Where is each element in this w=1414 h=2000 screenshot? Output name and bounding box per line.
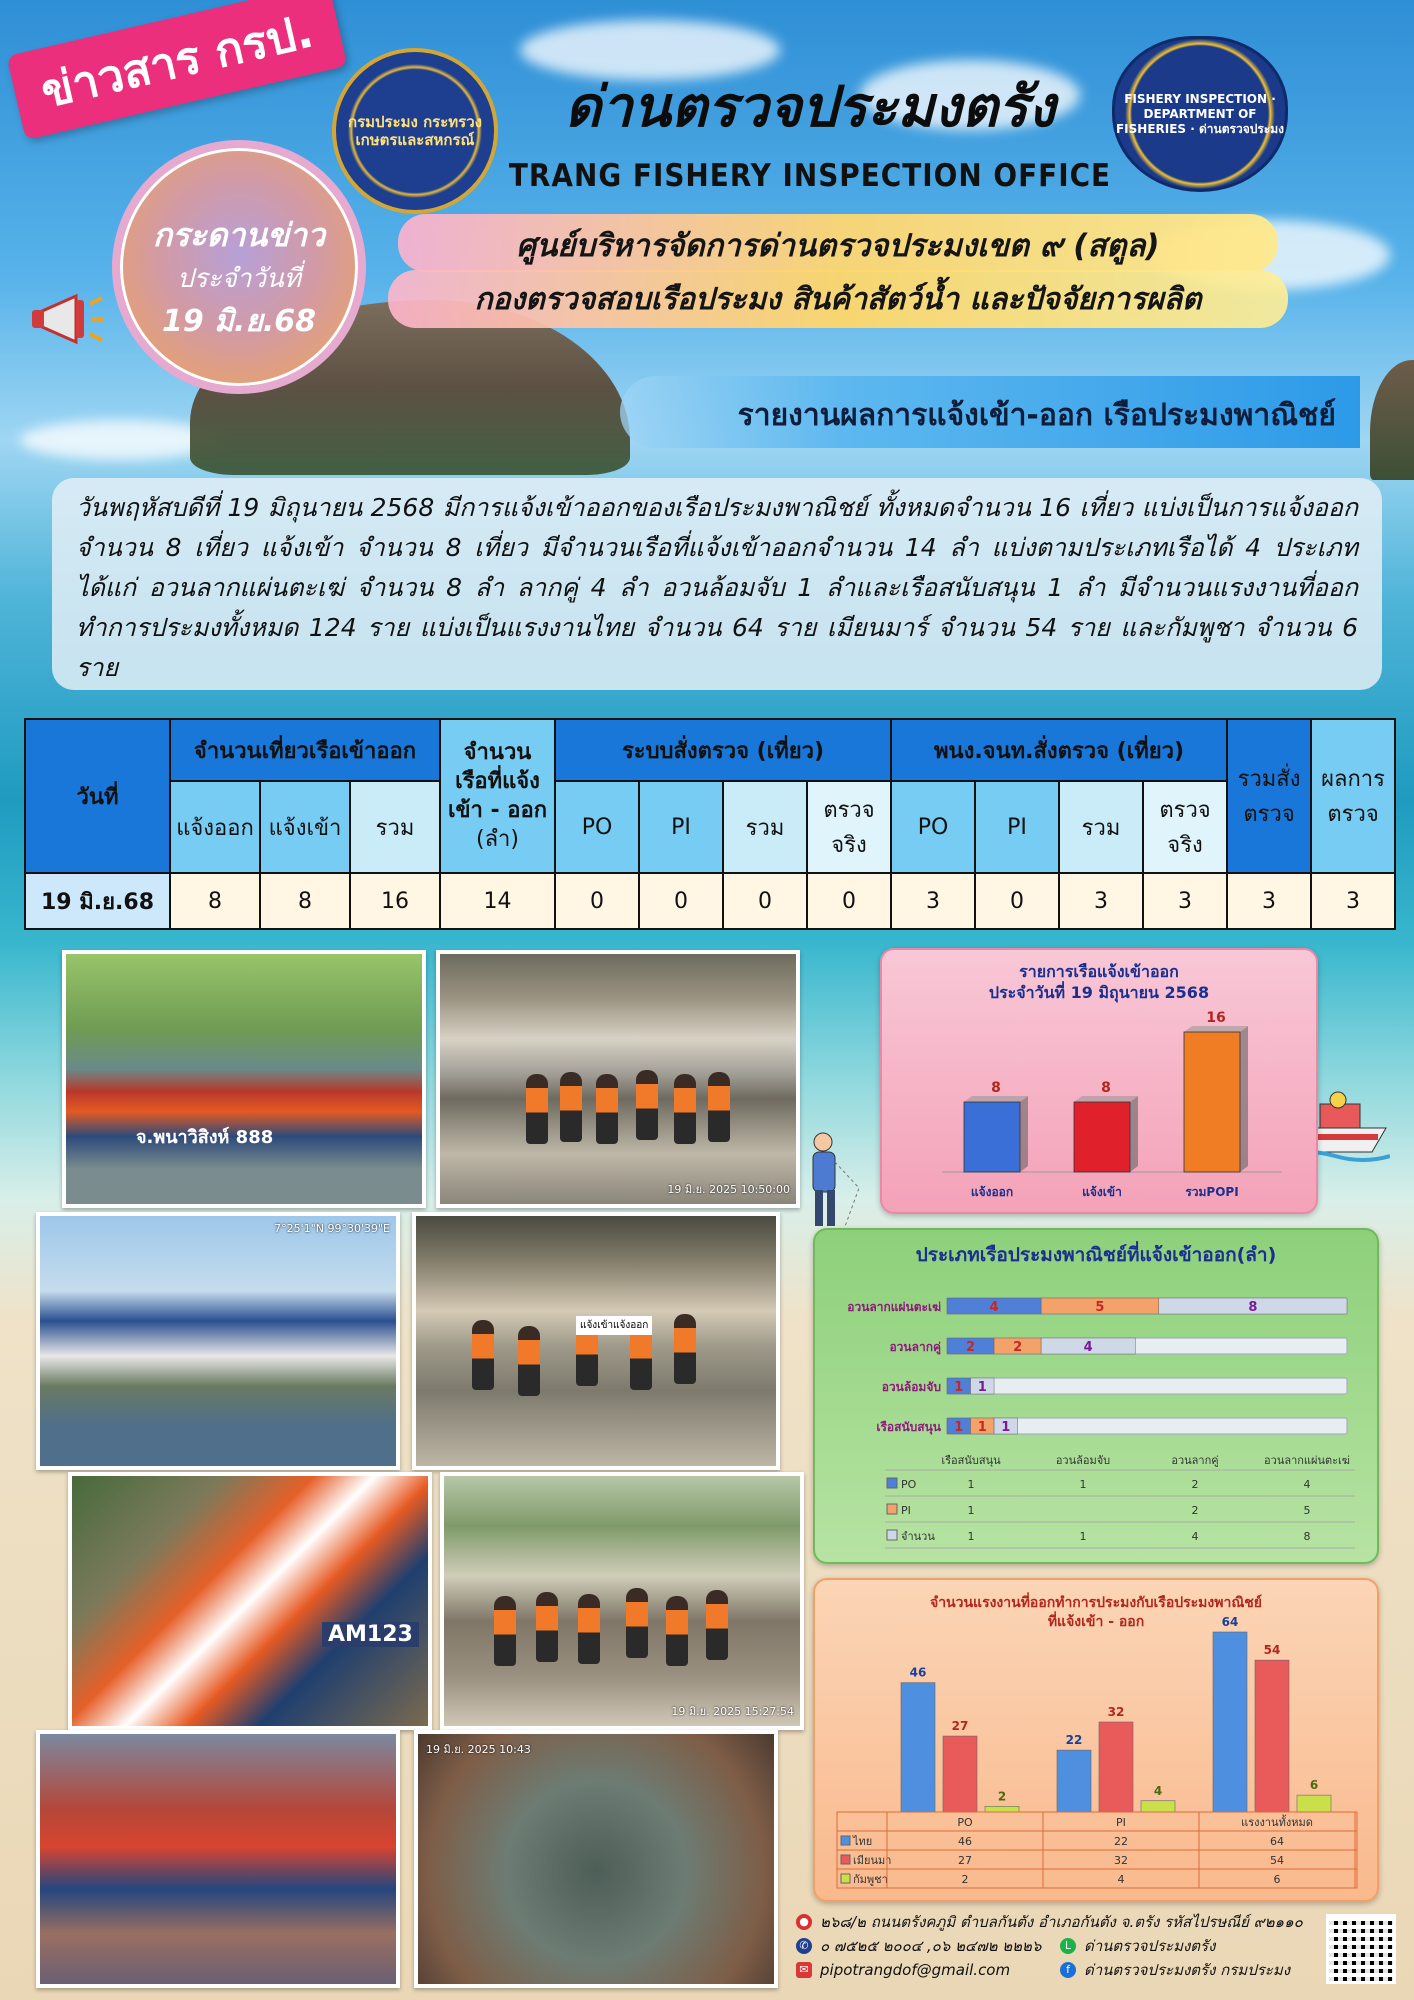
table-header: PO: [957, 1816, 973, 1829]
contact-footer: [796, 1910, 1316, 1982]
boat-name: AM123: [322, 1622, 419, 1647]
category-label: เรือสนับสนุน: [876, 1420, 941, 1434]
header-total-order: รวมสั่ง ตรวจ: [1227, 719, 1311, 873]
photo-crew-inspection: [436, 950, 800, 1208]
photo-fishing-boat: [62, 950, 426, 1208]
chart3-title: จำนวนแรงงานที่ออกทำการประมงกับเรือประมงพาณิชย์: [929, 1595, 1263, 1611]
bar-top: [964, 1096, 1028, 1102]
bar-value-label: 1: [1001, 1420, 1011, 1435]
facebook-icon: f: [1060, 1962, 1076, 1978]
header-trips: จำนวนเที่ยวเรือเข้าออก: [170, 719, 440, 781]
cell-result: 3: [1311, 873, 1395, 929]
cell-sys-po: 0: [555, 873, 639, 929]
cell-total-order: 3: [1227, 873, 1311, 929]
table-cell: 5: [1303, 1504, 1311, 1517]
table-cell: 4: [1303, 1478, 1311, 1491]
boat-name: จ.พนาวิสิงห์ 888: [136, 1127, 274, 1148]
cell-sys-pi: 0: [639, 873, 723, 929]
table-cell: 54: [1270, 1854, 1284, 1867]
table-header: อวนล้อมจับ: [1055, 1454, 1111, 1467]
table-cell: 1: [967, 1504, 975, 1517]
legend-swatch: [841, 1836, 850, 1845]
photo-timestamp: 19 มิ.ย. 2025 10:43: [426, 1743, 531, 1756]
photo-timestamp: 19 มิ.ย. 2025 10:50:00: [667, 1183, 790, 1196]
photo-gps: 7°25'1"N 99°30'39"E: [274, 1222, 390, 1235]
table-cell: 6: [1273, 1873, 1281, 1886]
category-label: รวมPOPI: [1185, 1185, 1239, 1199]
header-officer-order: พนง.จนท.สั่งตรวจ (เที่ยว): [891, 719, 1227, 781]
inspection-table: [24, 718, 1396, 930]
header-boats: จำนวน เรือที่แจ้ง เข้า - ออก (ลำ): [440, 719, 555, 873]
bar-ไทย: [1213, 1632, 1247, 1812]
table-header: อวนลากแผ่นตะเฆ่: [1264, 1454, 1350, 1467]
bar-value-label: 8: [991, 1080, 1001, 1096]
header-off-po: PO: [891, 781, 975, 873]
legend-label: กัมพูชา: [853, 1873, 888, 1886]
bar-กัมพูชา: [1297, 1795, 1331, 1812]
header-sys-actual: ตรวจ จริง: [807, 781, 891, 873]
table-cell: 2: [961, 1873, 969, 1886]
location-pin-icon: ●: [796, 1914, 812, 1930]
bar-value-label: 4: [989, 1300, 999, 1315]
fisherman-illustration: [803, 1128, 863, 1236]
table-cell: 27: [958, 1854, 972, 1867]
cell-date: 19 มิ.ย.68: [25, 873, 170, 929]
bar-value-label: 8: [1101, 1080, 1111, 1096]
bar-ไทย: [901, 1683, 935, 1812]
table-cell: 1: [1079, 1530, 1087, 1543]
bar-value-label: 8: [1248, 1300, 1258, 1315]
photo-fishing-boat: [68, 1472, 432, 1730]
header-sys-pi: PI: [639, 781, 723, 873]
cell-out: 8: [170, 873, 260, 929]
page-title: ด่านตรวจประมงตรัง: [564, 75, 1056, 140]
bar-value-label: 1: [954, 1380, 964, 1395]
bar-เมียนมา: [943, 1736, 977, 1812]
cell-off-sum: 3: [1059, 873, 1143, 929]
bar-value-label: 27: [951, 1719, 969, 1734]
cell-off-pi: 0: [975, 873, 1059, 929]
legend-label: PI: [901, 1504, 911, 1517]
division-name: กองตรวจสอบเรือประมง สินค้าสัตว์น้ำ และปัจจัยการผลิต: [474, 282, 1202, 317]
bar-value-label: 1: [977, 1380, 987, 1395]
table-cell: 64: [1270, 1835, 1284, 1848]
chart2-title: ประเภทเรือประมงพาณิชย์ที่แจ้งเข้าออก(ลำ): [915, 1244, 1277, 1266]
legend-swatch: [887, 1504, 897, 1514]
bar-side: [1130, 1096, 1138, 1172]
chart1-title: รายการเรือแจ้งเข้าออก: [1019, 962, 1179, 981]
category-label: อวนลากแผ่นตะเฆ่: [847, 1300, 941, 1314]
bar-กัมพูชา: [1141, 1801, 1175, 1812]
bar-เมียนมา: [1099, 1722, 1133, 1812]
summary-box: [52, 478, 1382, 690]
legend-label: จำนวน: [901, 1530, 935, 1543]
category-label: แจ้งออก: [970, 1185, 1014, 1199]
logo-text: FISHERY INSPECTION · DEPARTMENT OF FISHERIES · ด่านตรวจประมง: [1115, 91, 1285, 136]
table-cell: 46: [958, 1835, 972, 1848]
chart3-svg: [815, 1580, 1377, 1900]
bar-top: [1184, 1026, 1248, 1032]
header-sys-po: PO: [555, 781, 639, 873]
table-cell: 2: [1191, 1504, 1199, 1517]
report-title-bar: [620, 376, 1360, 448]
phone-row: ✆ ๐ ๗๕๒๕ ๒๐๐๔ ,๐๖ ๒๔๗๒ ๒๒๒๖ L ด่านตรวจประมงตรัง: [796, 1934, 1316, 1958]
bar-value-label: 2: [1013, 1340, 1023, 1355]
chart-card-labor: [813, 1578, 1379, 1902]
bar-เมียนมา: [1255, 1660, 1289, 1812]
bar-value-label: 32: [1107, 1705, 1125, 1719]
table-cell: 22: [1114, 1835, 1128, 1848]
bar-2: [1184, 1032, 1240, 1172]
cell-boats: 14: [440, 873, 555, 929]
cell-off-po: 3: [891, 873, 975, 929]
legend-swatch: [887, 1530, 897, 1540]
header-date: วันที่: [25, 719, 170, 873]
cell-in: 8: [260, 873, 350, 929]
bar-value-label: 16: [1206, 1010, 1226, 1026]
sign-paper: แจ้งเข้าแจ้งออก: [576, 1316, 652, 1335]
header-sys-sum: รวม: [723, 781, 807, 873]
table-header: อวนลากคู่: [1171, 1454, 1219, 1467]
bar-value-label: 2: [997, 1789, 1007, 1804]
table-cell: 1: [1079, 1478, 1087, 1491]
header-system-order: ระบบสั่งตรวจ (เที่ยว): [555, 719, 891, 781]
table-cell: 4: [1191, 1530, 1199, 1543]
report-title: รายงานผลการแจ้งเข้า-ออก เรือประมงพาณิชย์: [737, 398, 1336, 433]
table-row: [25, 873, 1395, 929]
bar-side: [1020, 1096, 1028, 1172]
chart-card-boat-types: [813, 1228, 1379, 1564]
chart1-svg: [882, 950, 1316, 1212]
megaphone-icon: [30, 290, 106, 348]
bar-value-label: 6: [1309, 1778, 1319, 1793]
photo-fishing-boat: [36, 1730, 400, 1988]
bar-1: [1074, 1102, 1130, 1172]
bar-value-label: 46: [909, 1665, 927, 1680]
header-sum: รวม: [350, 781, 440, 873]
photo-crew-inspection: [412, 1212, 780, 1470]
bar-value-label: 54: [1263, 1643, 1281, 1658]
cell-sum: 16: [350, 873, 440, 929]
department-of-fisheries-logo: [332, 48, 498, 214]
line-icon: L: [1060, 1938, 1076, 1954]
header-in: แจ้งเข้า: [260, 781, 350, 873]
legend-label: เมียนมา: [853, 1854, 892, 1867]
header-out: แจ้งออก: [170, 781, 260, 873]
bar-track: [947, 1378, 1347, 1394]
chart1-subtitle: ประจำวันที่ 19 มิถุนายน 2568: [988, 983, 1210, 1002]
address-row: ● ๒๖๘/๒ ถนนตรังคภูมิ ตำบลกันตัง อำเภอกันตัง จ.ตรัง รหัสไปรษณีย์ ๙๒๑๑๐: [796, 1910, 1316, 1934]
bar-value-label: 2: [966, 1340, 976, 1355]
bar-value-label: 64: [1221, 1615, 1239, 1629]
photo-fishing-nets: [414, 1730, 778, 1988]
bar-value-label: 4: [1153, 1783, 1163, 1798]
summary-text: วันพฤหัสบดีที่ 19 มิถุนายน 2568 มีการแจ้งเข้าออกของเรือประมงพาณิชย์ ทั้งหมดจำนวน 16 เที่ยว แบ่งเป็นการแจ้งออก จำนวน 8 เที่ยว แจ้งเข้า จำนวน 8 เที่ยว มีจำนวนเรือที่แจ้งเข้าออกจำนวน 14 ลำ แบ่งตามประเภทเรือได้ 4 ประเภท ได้แก่ อวนลากแผ่นตะเฆ่ จำนวน 8 ลำ ลากคู่ 4 ลำ อวนล้อมจับ 1 ลำและเรือสนับสนุน 1 ลำ มีจำนวนแรงงานที่ออกทำการประมงทั้งหมด 124 ราย แบ่งเป็นแรงงานไทย จำนวน 64 ราย เมียนมาร์ จำนวน 54 ราย และกัมพูชา จำนวน 6 ราย: [76, 493, 1358, 682]
chart2-svg: [815, 1230, 1377, 1562]
table-cell: 32: [1114, 1854, 1128, 1867]
limestone-island: [1370, 360, 1414, 480]
cell-sys-actual: 0: [807, 873, 891, 929]
header-off-actual: ตรวจ จริง: [1143, 781, 1227, 873]
table-header: เรือสนับสนุน: [941, 1454, 1001, 1467]
legend-swatch: [887, 1478, 897, 1488]
phone-icon: ✆: [796, 1938, 812, 1954]
category-label: อวนล้อมจับ: [881, 1380, 941, 1394]
table-cell: 1: [967, 1478, 975, 1491]
news-badge: ข่าวสาร กรป.: [7, 0, 348, 140]
board-subtitle: ประจำวันที่: [177, 264, 301, 294]
chart-card-trips: [880, 948, 1318, 1214]
center-name: ศูนย์บริหารจัดการด่านตรวจประมงเขต ๙ (สตูล): [516, 228, 1160, 264]
qr-code[interactable]: [1326, 1914, 1396, 1984]
photo-timestamp: 19 มิ.ย. 2025 15:27:54: [671, 1705, 794, 1718]
bar-value-label: 22: [1065, 1733, 1083, 1748]
bar-value-label: 1: [954, 1420, 964, 1435]
header-off-pi: PI: [975, 781, 1059, 873]
header-result: ผลการ ตรวจ: [1311, 719, 1395, 873]
photo-crew-inspection: [440, 1472, 804, 1730]
table-cell: 8: [1303, 1530, 1311, 1543]
table-cell: 4: [1117, 1873, 1125, 1886]
bar-value-label: 4: [1083, 1340, 1093, 1355]
legend-label: PO: [901, 1478, 917, 1491]
english-title: TRANG FISHERY INSPECTION OFFICE: [508, 158, 1112, 194]
email-row: ✉ pipotrangdof@gmail.com f ด่านตรวจประมงตรัง กรมประมง: [796, 1958, 1316, 1982]
cell-sys-sum: 0: [723, 873, 807, 929]
photo-fishing-boat: [36, 1212, 400, 1470]
legend-label: ไทย: [853, 1835, 873, 1848]
fishery-inspection-logo: [1112, 36, 1288, 192]
email-icon: ✉: [796, 1962, 812, 1978]
bar-กัมพูชา: [985, 1806, 1019, 1812]
board-date: 19 มิ.ย.68: [161, 304, 317, 339]
daily-board-badge: [112, 140, 366, 394]
bar-value-label: 1: [977, 1420, 987, 1435]
table-header: PI: [1116, 1816, 1126, 1829]
cell-off-actual: 3: [1143, 873, 1227, 929]
category-label: แจ้งเข้า: [1082, 1185, 1122, 1199]
bar-side: [1240, 1026, 1248, 1172]
bar-0: [964, 1102, 1020, 1172]
board-title: กระดานข่าว: [152, 216, 326, 254]
bar-top: [1074, 1096, 1138, 1102]
table-cell: 2: [1191, 1478, 1199, 1491]
chart3-subtitle: ที่แจ้งเข้า - ออก: [1047, 1614, 1145, 1630]
logo-text: กรมประมง กระทรวงเกษตรและสหกรณ์: [348, 113, 482, 149]
category-label: อวนลากคู่: [889, 1340, 941, 1354]
table-cell: 1: [967, 1530, 975, 1543]
legend-swatch: [841, 1874, 850, 1883]
header-off-sum: รวม: [1059, 781, 1143, 873]
table-header: แรงงานทั้งหมด: [1241, 1816, 1313, 1829]
bar-value-label: 5: [1095, 1300, 1105, 1315]
legend-swatch: [841, 1855, 850, 1864]
bar-ไทย: [1057, 1750, 1091, 1812]
